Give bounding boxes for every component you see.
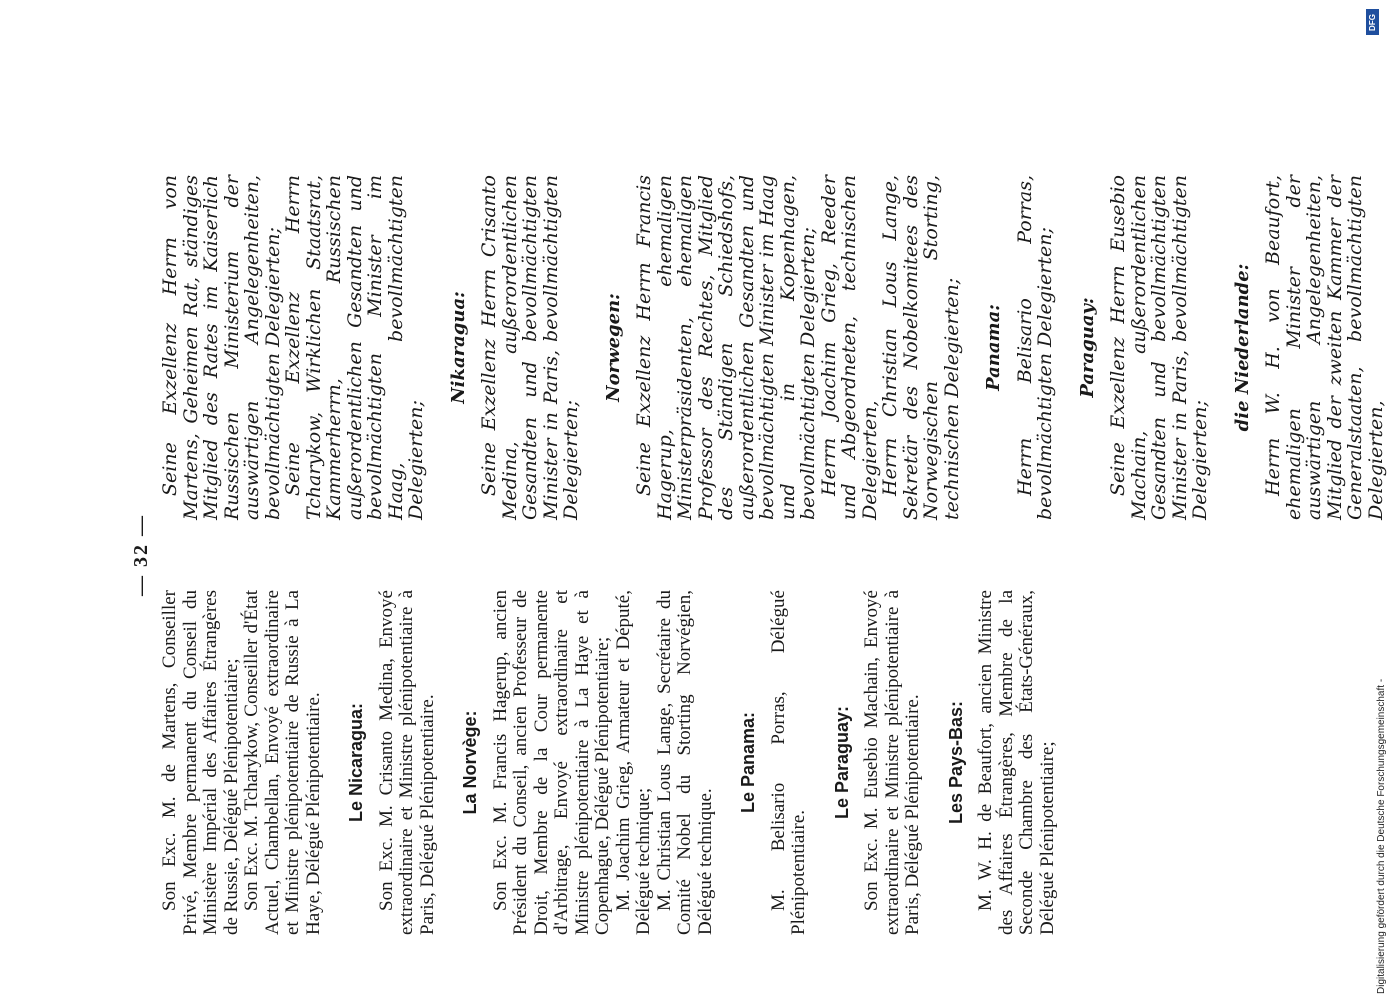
- german-country-heading: Norwegen:: [602, 293, 624, 402]
- german-delegate-paragraph: Herrn W. H. von Beaufort, ehemaligen Minister der auswärtigen Angelegenheiten, Mitglied der zweiten Kammer der Generalstaaten, bevollmächtigten Delegierten,: [1262, 175, 1387, 520]
- french-country-heading: Le Panama:: [738, 711, 758, 814]
- german-delegate-paragraph: Seine Exzellenz Herrn Crisanto Medina, außerordentlichen Gesandten und bevollmächtigten Minister in Paris, bevollmächtigten Delegierten;: [478, 175, 582, 520]
- page-number: — 32 —: [130, 514, 152, 596]
- french-delegate-paragraph: M. Belisario Porras, Délégué Plénipotentiaire.: [767, 590, 809, 935]
- french-delegate-paragraph: M. Christian Lous Lange, Secrétaire du Comité Nobel du Storting Norvégien, Délégué technique.: [653, 590, 716, 935]
- german-country-heading: die Niederlande:: [1231, 263, 1253, 432]
- french-country-heading: Le Nicaragua:: [346, 702, 366, 823]
- french-delegate-paragraph: Son Exc. M. de Martens, Conseiller Privé, Membre permanent du Conseil du Ministère Impérial des Affaires Étrangères de Russie, Délégué Plénipotentiaire;: [159, 590, 242, 935]
- german-delegate-paragraph: Seine Exzellenz Herrn Francis Hagerup, ehemaligen Ministerpräsidenten, ehemaligen Professor des Rechtes, Mitglied des Ständigen Schiedshofs, außerordentlichen Gesandten und bevollmächtigten Minister im Haag und in Kopenhagen, bevollmächtigten Delegierten;: [633, 175, 819, 520]
- german-country-heading: Panama:: [983, 304, 1004, 391]
- german-delegate-paragraph: Seine Exzellenz Herrn Eusebio Machain, außerordentlichen Gesandten und bevollmächtigten Minister in Paris, bevollmächtigten Delegierten;: [1107, 175, 1211, 520]
- german-delegate-paragraph: Herrn Christian Lous Lange, Sekretär des Nobelkomitees des Norwegischen Storting, technischen Delegierten;: [879, 175, 963, 520]
- french-country-heading: Les Pays-Bas:: [945, 700, 966, 825]
- german-country-heading: Nikaragua:: [447, 291, 469, 404]
- digitization-credit: Digitalisierung gefördert durch die Deutsche Forschungsgemeinschaft -: [1376, 678, 1387, 994]
- german-delegate-paragraph: Seine Exzellenz Herrn Tcharykow, Wirklichen Staatsrat, Kammerherrn, Russischen außerordentlichen Gesandten und bevollmächtigten Minister im Haag, bevollmächtigten Delegierten;: [282, 175, 427, 520]
- german-delegate-paragraph: Seine Exzellenz Herrn von Martens, Geheimen Rat, ständiges Mitglied des Rates im Kaiserlich Russischen Ministerium der auswärtigen Angelegenheiten, bevollmächtigten Delegierten;: [159, 175, 284, 520]
- german-column: [160, 175, 1386, 520]
- german-country-heading: Paraguay:: [1076, 297, 1098, 398]
- french-delegate-paragraph: M. Joachim Grieg, Armateur et Député, Délégué technique;: [612, 590, 654, 935]
- german-delegate-paragraph: Herrn Belisario Porras, bevollmächtigten Delegierten;: [1013, 175, 1056, 520]
- french-country-heading: Le Paraguay:: [831, 705, 852, 820]
- french-delegate-paragraph: Son Exc. M. Tcharykow, Conseiller d'État Actuel, Chambellan, Envoyé extraordinaire et Ministre plénipotentiaire de Russie à La Haye, Délégué Plénipotentiaire.: [241, 590, 324, 935]
- dfg-logo: DFG: [1366, 9, 1379, 35]
- french-delegate-paragraph: Son Exc. M. Eusebio Machain, Envoyé extraordinaire et Ministre plénipotentiaire à Paris, Délégué Plénipotentiaire.: [861, 590, 923, 935]
- german-delegate-paragraph: Herrn Joachim Grieg, Reeder und Abgeordneten, technischen Delegierten,: [817, 175, 881, 520]
- french-country-heading: La Norvège:: [460, 710, 480, 815]
- french-column: [160, 590, 1058, 935]
- french-delegate-paragraph: Son Exc. M. Francis Hagerup, ancien Président du Conseil, ancien Professeur de Droit, Membre de la Cour permanente d'Arbitrage, Envoyé extraordinaire et Ministre plénipotentiaire à La Haye et à Copenhague, Délégué Plénipotentiaire;: [489, 590, 613, 935]
- french-delegate-paragraph: Son Exc. M. Crisanto Medina, Envoyé extraordinaire et Ministre plénipotentiaire à Paris, Délégué Plénipotentiaire.: [375, 590, 438, 935]
- french-delegate-paragraph: M. W. H. de Beaufort, ancien Ministre des Affaires Étrangères, Membre de la Seconde Chambre des États-Généraux, Délégué Plénipotentiaire;: [975, 590, 1058, 935]
